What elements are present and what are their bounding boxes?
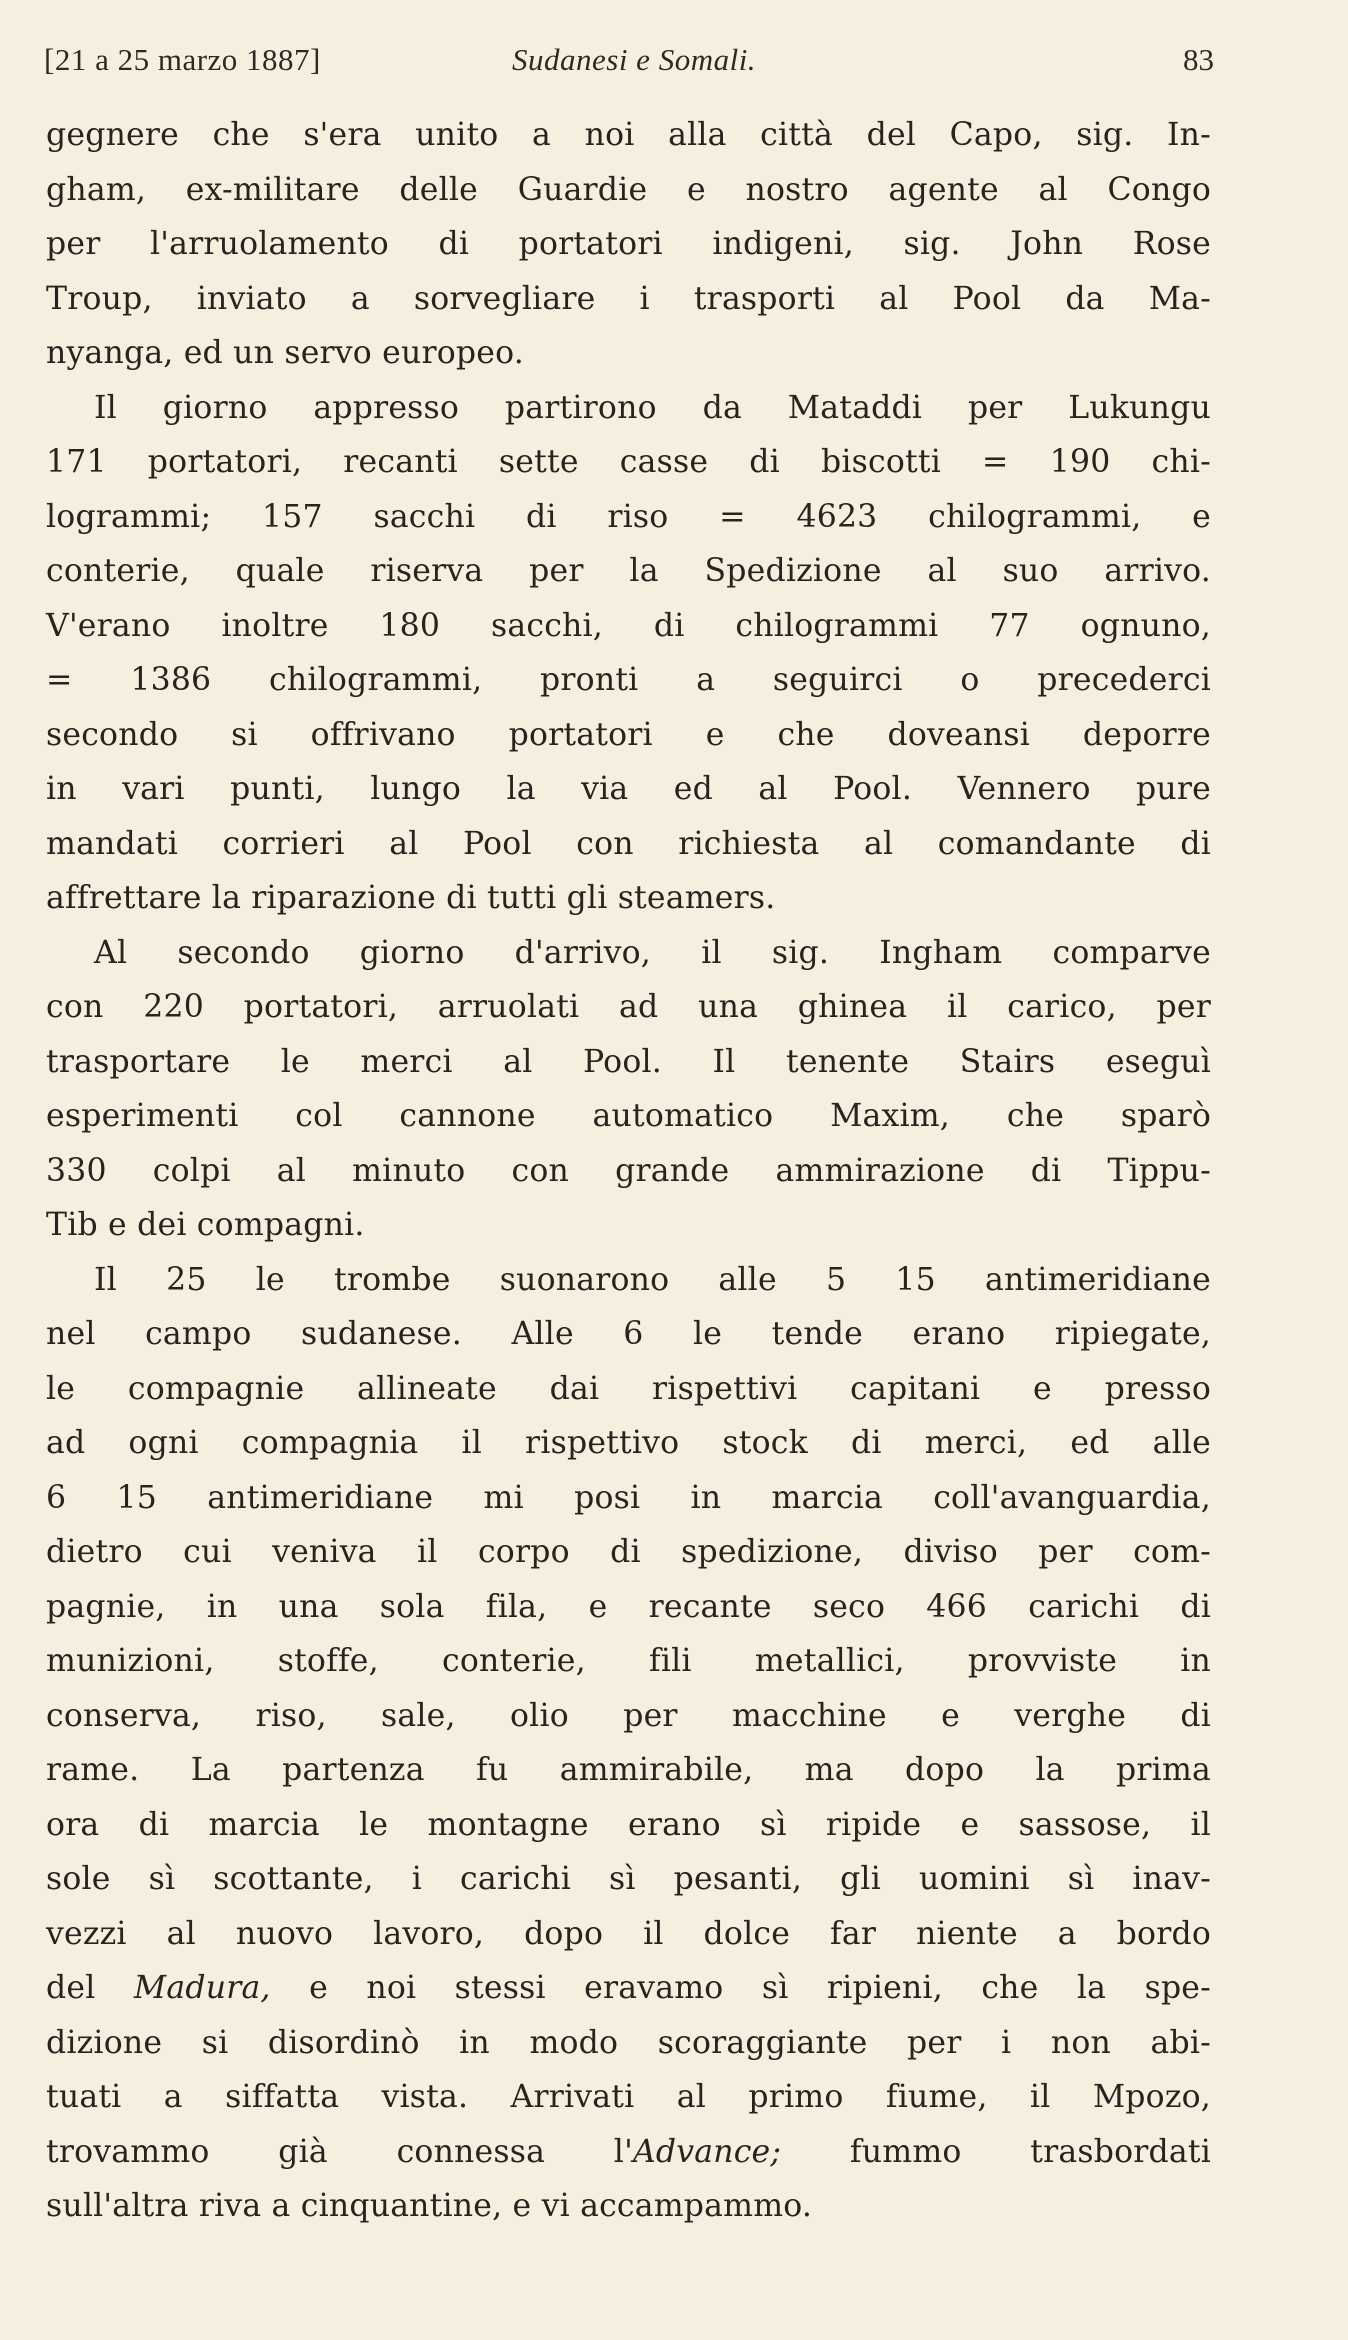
text-line: logrammi; 157 sacchi di riso = 4623 chilogrammi, e bbox=[46, 498, 1211, 535]
text-segment: trovammo già connessa l' bbox=[46, 2133, 633, 2170]
text-segment: e noi stessi eravamo sì ripieni, che la spe- bbox=[270, 1970, 1211, 2006]
text-line: trasportare le merci al Pool. Il tenente Stairs eseguì bbox=[46, 1043, 1211, 1080]
running-head bbox=[44, 34, 1214, 86]
text-segment: del bbox=[46, 1970, 134, 2006]
text-line: dietro cui veniva il corpo di spedizione, diviso per com- bbox=[46, 1534, 1211, 1570]
text-segment: fummo trasbordati bbox=[781, 2133, 1211, 2170]
text-line: secondo si offrivano portatori e che doveansi deporre bbox=[46, 716, 1211, 753]
text-line: con 220 portatori, arruolati ad una ghinea il carico, per bbox=[46, 989, 1211, 1025]
text-line: gegnere che s'era unito a noi alla città del Capo, sig. In- bbox=[46, 117, 1211, 153]
text-line: Troup, inviato a sorvegliare i trasporti al Pool da Ma- bbox=[46, 280, 1211, 317]
text-line: sull'altra riva a cinquantine, e vi accampammo. bbox=[46, 2188, 813, 2224]
text-line: ad ogni compagnia il rispettivo stock di merci, ed alle bbox=[46, 1425, 1211, 1461]
text-line: sole sì scottante, i carichi sì pesanti, gli uomini sì inav- bbox=[46, 1861, 1211, 1897]
text-line: rame. La partenza fu ammirabile, ma dopo la prima bbox=[46, 1752, 1211, 1788]
text-line bbox=[46, 2125, 1211, 2180]
text-line: tuati a siffatta vista. Arrivati al primo fiume, il Mpozo, bbox=[46, 2079, 1211, 2115]
text-line bbox=[46, 1961, 1211, 2016]
text-line: 6 15 antimeridiane mi posi in marcia coll'avanguardia, bbox=[46, 1479, 1211, 1516]
text-line: affrettare la riparazione di tutti gli steamers. bbox=[46, 880, 776, 916]
text-line: nel campo sudanese. Alle 6 le tende erano ripiegate, bbox=[46, 1316, 1211, 1352]
text-line: in vari punti, lungo la via ed al Pool. Vennero pure bbox=[46, 771, 1211, 807]
body-text bbox=[46, 108, 1211, 2234]
text-line: dizione si disordinò in modo scoraggiante per i non abi- bbox=[46, 2024, 1211, 2061]
header-date-range: [21 a 25 marzo 1887] bbox=[44, 42, 321, 77]
text-line: Il giorno appresso partirono da Mataddi per Lukungu bbox=[94, 389, 1211, 426]
text-line: mandati corrieri al Pool con richiesta al comandante di bbox=[46, 825, 1211, 862]
text-line: esperimenti col cannone automatico Maxim, che sparò bbox=[46, 1098, 1211, 1134]
text-line: 171 portatori, recanti sette casse di biscotti = 190 chi- bbox=[46, 444, 1211, 480]
text-line: vezzi al nuovo lavoro, dopo il dolce far niente a bordo bbox=[46, 1915, 1211, 1952]
text-line: per l'arruolamento di portatori indigeni, sig. John Rose bbox=[46, 226, 1211, 262]
text-line: nyanga, ed un servo europeo. bbox=[46, 335, 524, 371]
text-line: gham, ex-militare delle Guardie e nostro agente al Congo bbox=[46, 171, 1211, 208]
header-chapter-title: Sudanesi e Somali. bbox=[512, 42, 757, 77]
page-number: 83 bbox=[1183, 42, 1214, 77]
text-line: Al secondo giorno d'arrivo, il sig. Ingham comparve bbox=[94, 934, 1211, 971]
text-line: = 1386 chilogrammi, pronti a seguirci o precederci bbox=[46, 662, 1211, 698]
ship-name-madura: Madura, bbox=[133, 1970, 271, 2006]
text-line: V'erano inoltre 180 sacchi, di chilogrammi 77 ognuno, bbox=[46, 607, 1211, 644]
text-line: conterie, quale riserva per la Spedizione al suo arrivo. bbox=[46, 553, 1211, 589]
text-line: munizioni, stoffe, conterie, fili metallici, provviste in bbox=[46, 1643, 1211, 1679]
ship-name-advance: Advance; bbox=[632, 2133, 782, 2170]
text-line: 330 colpi al minuto con grande ammirazione di Tippu- bbox=[46, 1152, 1211, 1189]
text-line: le compagnie allineate dai rispettivi capitani e presso bbox=[46, 1370, 1211, 1407]
text-line: Il 25 le trombe suonarono alle 5 15 antimeridiane bbox=[94, 1261, 1211, 1298]
text-line: ora di marcia le montagne erano sì ripide e sassose, il bbox=[46, 1806, 1211, 1843]
text-line: conserva, riso, sale, olio per macchine e verghe di bbox=[46, 1697, 1211, 1734]
text-line: pagnie, in una sola fila, e recante seco 466 carichi di bbox=[46, 1588, 1211, 1625]
text-line: Tib e dei compagni. bbox=[46, 1207, 365, 1243]
